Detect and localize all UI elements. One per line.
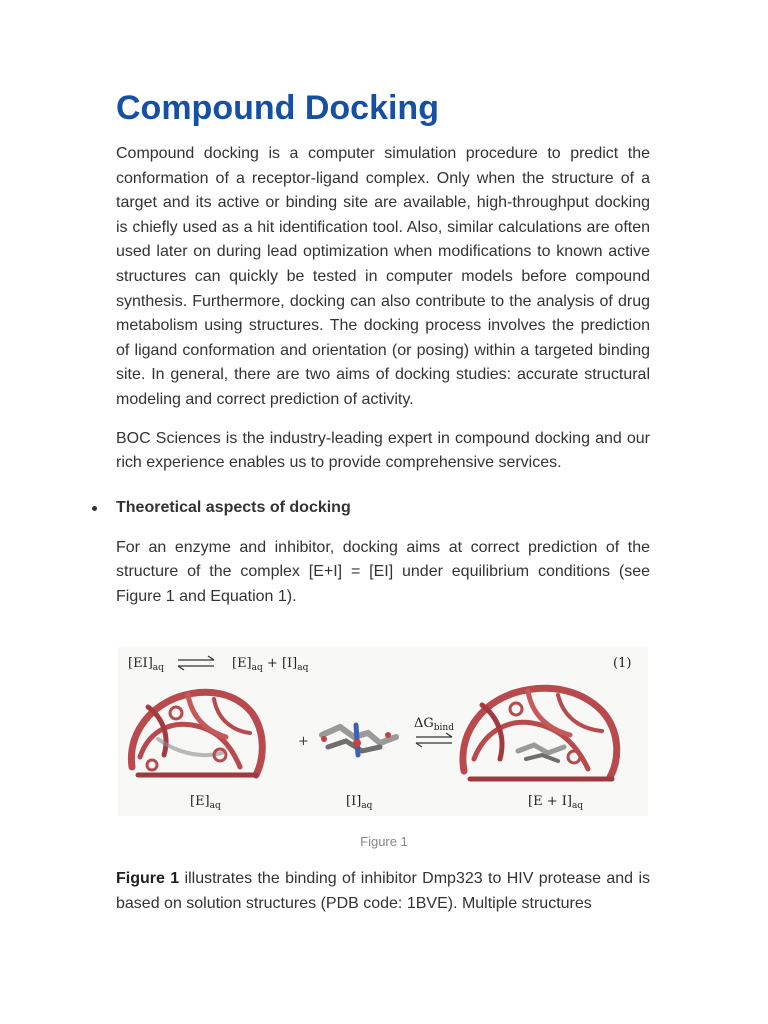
binding-arrows-icon bbox=[416, 733, 452, 747]
figure-caption: Figure 1 bbox=[360, 834, 408, 849]
label-enzyme: $[E]_{aq}$ bbox=[190, 794, 221, 811]
eq-right: $[E]_{aq} + [I]_{aq}$ bbox=[232, 656, 309, 673]
bullet-icon bbox=[92, 506, 97, 511]
figure-paragraph bbox=[116, 867, 650, 916]
delta-g-label: $\Delta G_{bind}$ bbox=[414, 716, 454, 733]
article-body bbox=[116, 88, 650, 610]
figure-paragraph-text: illustrates the binding of inhibitor Dmp323 to HIV protease and is based on solution structures (PDB code: 1BVE). Multiple structures bbox=[116, 870, 650, 912]
boc-paragraph: BOC Sciences is the industry-leading expert in compound docking and our rich experience enables us to provide comprehensive services. bbox=[116, 429, 650, 472]
eq-number: (1) bbox=[613, 656, 632, 671]
bullet-item bbox=[116, 496, 650, 522]
equilibrium-arrows-icon bbox=[178, 656, 214, 670]
intro-paragraph: Compound docking is a computer simulation procedure to predict the conformation of a receptor-ligand complex. Only when the structure of a target and its active or binding site are available, high-throughput docking is chiefly used as a hit identification tool. Also, similar calculations are often used later on during lead optimization when modifications to known active structures can quickly be tested in computer models before compound synthesis. Furthermore, docking can also contribute to the analysis of drug metabolism using structures. The docking process involves the prediction of ligand conformation and orientation (or posing) within a targeted binding site. In general, there are two aims of docking studies: accurate structural modeling and correct prediction of activity. bbox=[116, 145, 650, 408]
figure-description bbox=[116, 867, 650, 916]
label-complex: $[E + I]_{aq}$ bbox=[528, 794, 584, 811]
plus-sign: + bbox=[298, 734, 309, 749]
complex-protein-icon bbox=[463, 688, 617, 779]
enzyme-protein-icon bbox=[131, 692, 262, 775]
figure-1 bbox=[118, 647, 648, 816]
docking-illustration bbox=[118, 647, 648, 816]
figure-reference: Figure 1 bbox=[116, 870, 180, 887]
enzyme-paragraph: For an enzyme and inhibitor, docking aims at correct prediction of the structure of the complex [E+I] = [EI] under equilibrium conditions (see Figure 1 and Equation 1). bbox=[116, 538, 650, 605]
eq-left: $[EI]_{aq}$ bbox=[128, 656, 164, 673]
page-title: Compound Docking bbox=[116, 89, 439, 127]
label-inhibitor: $[I]_{aq}$ bbox=[346, 794, 373, 811]
inhibitor-molecule-icon bbox=[321, 725, 396, 755]
bullet-heading: Theoretical aspects of docking bbox=[116, 498, 351, 516]
